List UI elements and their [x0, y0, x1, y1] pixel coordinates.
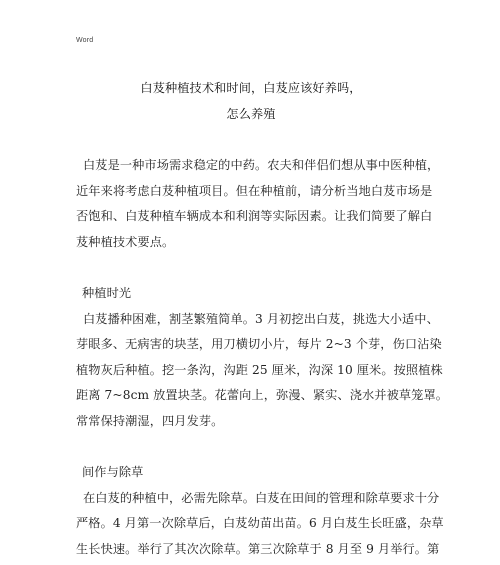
- planting-line: 距离 7~8cm 放置块茎。花蕾向上，弥漫、紧实、浇水并被草笼罩。: [76, 388, 449, 403]
- intro-paragraph: [76, 153, 440, 255]
- intro-line: 否饱和、白芨种植车辆成本和利润等实际因素。让我们简要了解白: [76, 209, 433, 224]
- article-title-line-2: 怎么养殖: [226, 106, 276, 121]
- planting-line: 植物灰后种植。挖一条沟，沟距 25 厘米，沟深 10 厘米。按照植株: [76, 362, 443, 377]
- document-header-label: Word: [76, 37, 94, 44]
- section-heading-intercropping-weeding: 间作与除草: [82, 465, 144, 480]
- article-title: [70, 76, 432, 127]
- intro-line: 芨种植技术要点。: [76, 234, 175, 249]
- paragraph-gap: [76, 255, 431, 281]
- article-body: [76, 153, 449, 563]
- article-title-line-1: 白芨种植技术和时间，白芨应该好养吗，: [140, 81, 362, 95]
- planting-time-paragraph: [76, 307, 449, 435]
- weeding-line: 严格。4 月第一次除草后，白芨幼苗出苗。6 月白芨生长旺盛，杂草: [76, 516, 444, 531]
- intro-line: 近年来将考虑白芨种植项目。但在种植前，请分析当地白芨市场是: [76, 183, 433, 198]
- intro-line: 白芨是一种市场需求稳定的中药。农夫和伴侣们想从事中医种植，: [83, 158, 440, 172]
- paragraph-gap: [76, 435, 431, 461]
- planting-line: 白芨播种困难，割茎繁殖简单。3 月初挖出白芨，挑选大小适中、: [83, 311, 439, 326]
- weeding-paragraph: [76, 486, 444, 563]
- planting-line: 常常保持潮湿，四月发芽。: [76, 413, 224, 428]
- section-heading-planting-time: 种植时光: [82, 285, 132, 300]
- weeding-line: 生长快速。举行了其次次除草。第三次除草于 8 月至 9 月举行。第: [76, 541, 440, 556]
- weeding-line: 在白芨的种植中，必需先除草。白芨在田间的管理和除草要求十分: [83, 490, 440, 505]
- planting-line: 芽眼多、无病害的块茎，用刀横切小片，每片 2~3 个芽，伤口沾染: [76, 337, 442, 352]
